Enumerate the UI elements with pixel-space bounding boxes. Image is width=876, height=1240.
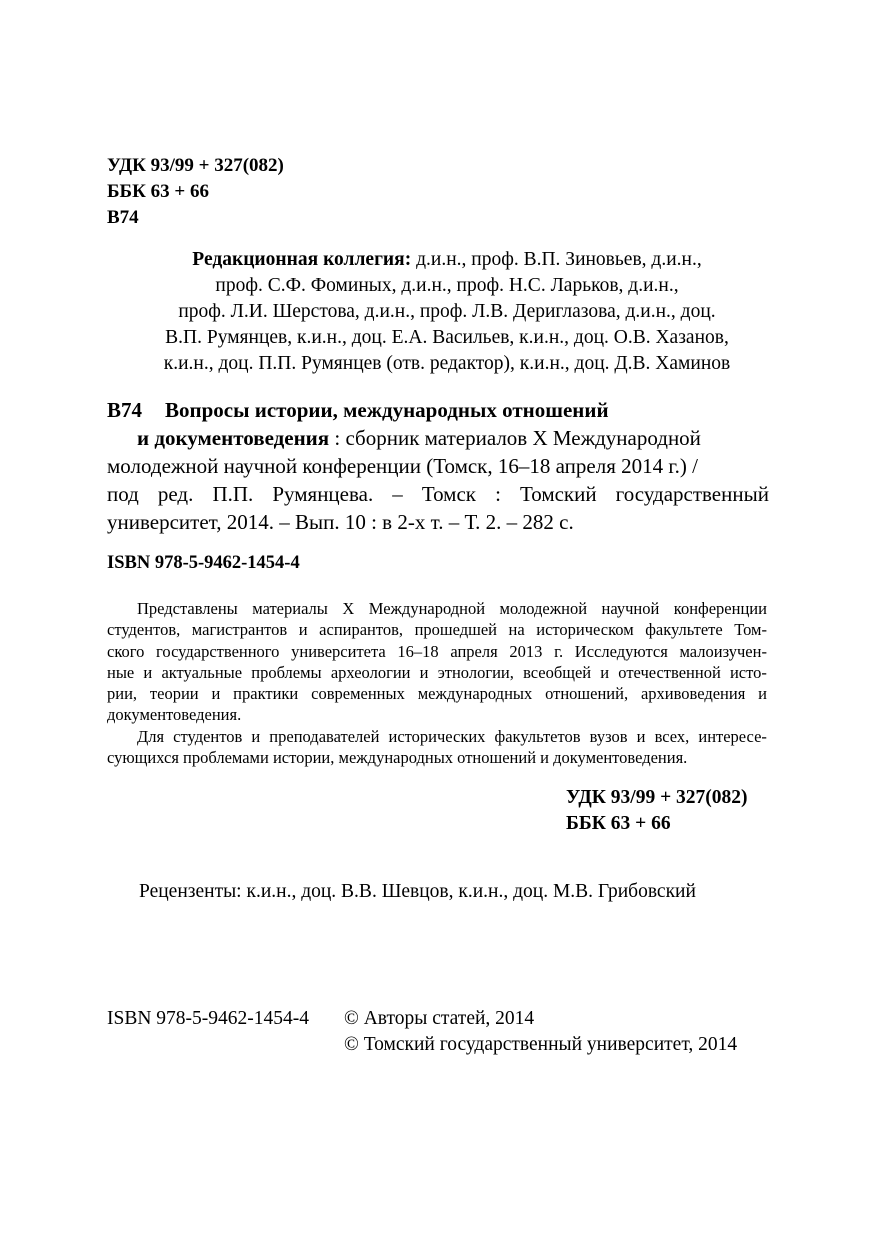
annotation-word: факультетов <box>494 726 581 746</box>
annotation-word: научной <box>601 599 660 618</box>
annotation-word: рии, <box>107 684 138 704</box>
annotation-word: ные <box>107 662 135 682</box>
annotation-word: 2013 <box>509 641 543 661</box>
annotation-word: проблемы <box>251 662 322 682</box>
annotation-word: на <box>508 620 525 640</box>
annotation-word: и <box>758 684 767 704</box>
word: Томский <box>519 482 597 506</box>
annotation-word: практики <box>233 684 299 704</box>
catalog-entry-publisher-line <box>107 480 769 508</box>
editorial-board-line: проф. Л.И. Шерстова, д.и.н., проф. Л.В. Дериглазова, д.и.н., доц. <box>178 301 716 322</box>
annotation-line: документоведения. <box>107 705 242 725</box>
annotation-word: международных <box>417 684 533 704</box>
classification-block <box>107 153 284 231</box>
annotation-word: и <box>419 662 429 682</box>
annotation-word: отношений, <box>545 684 629 704</box>
annotation-word: молодежной <box>499 599 588 618</box>
annotation-word: археологии <box>330 662 411 682</box>
annotation-word: Том- <box>734 620 767 640</box>
annotation-line: сующихся проблемами истории, международных отношений и документоведения. <box>107 748 688 768</box>
imprint-row <box>107 1032 737 1058</box>
udk-code-bottom: УДК 93/99 + 327(082) <box>566 787 748 808</box>
annotation-word: современных <box>311 684 405 704</box>
bbk-code-bottom: ББК 63 + 66 <box>566 813 671 834</box>
annotation <box>107 598 767 768</box>
annotation-word: теории <box>149 684 199 704</box>
annotation-word: и <box>636 726 646 746</box>
annotation-word: прошедшей <box>414 620 497 640</box>
editorial-board <box>107 247 787 377</box>
editorial-board-line: В.П. Румянцев, к.и.н., доц. Е.А. Васильев, к.и.н., доц. О.В. Хазанов, <box>165 327 729 348</box>
catalog-entry-subtitle: : сборник материалов X Международной <box>329 426 701 450</box>
annotation-line <box>107 619 767 640</box>
word: Томск <box>421 482 476 506</box>
annotation-word: материалы <box>252 599 328 618</box>
annotation-word: исто- <box>729 662 767 682</box>
annotation-word: историческом <box>536 620 634 640</box>
annotation-word: и <box>298 620 308 640</box>
annotation-word: студентов, <box>107 620 181 640</box>
annotation-word: факультете <box>645 620 723 640</box>
imprint-block <box>107 1006 737 1058</box>
annotation-word: X <box>342 599 355 618</box>
catalog-entry-imprint-line: университет, 2014. – Вып. 10 : в 2-х т. – Т. 2. – 282 с. <box>107 510 574 534</box>
annotation-word: исторических <box>388 726 486 746</box>
annotation-word: и <box>211 684 221 704</box>
annotation-word: и <box>600 662 610 682</box>
editorial-board-line: к.и.н., доц. П.П. Румянцев (отв. редактор), к.и.н., доц. Д.В. Хаминов <box>163 353 731 374</box>
annotation-word: всеобщей <box>523 662 592 682</box>
catalog-entry-code: В74 <box>107 398 143 422</box>
annotation-word: г. <box>554 641 564 661</box>
copyright-university: © Томский государственный университет, 2014 <box>344 1034 738 1055</box>
bbk-code: ББК 63 + 66 <box>107 181 209 202</box>
annotation-word: интересе- <box>698 726 767 746</box>
annotation-word: всех, <box>654 726 690 746</box>
annotation-word: и <box>251 726 261 746</box>
author-mark: В74 <box>107 207 139 228</box>
annotation-word: магистрантов <box>191 620 288 640</box>
imprint-row <box>107 1006 737 1032</box>
catalog-entry-conference-line: молодежной научной конференции (Томск, 16–18 апреля 2014 г.) / <box>107 454 698 478</box>
annotation-word: актуальные <box>161 662 243 682</box>
word: П.П. <box>212 482 254 506</box>
catalog-entry-title: Вопросы истории, международных отношений <box>165 398 609 422</box>
annotation-word: университета <box>291 641 386 661</box>
annotation-word: государственного <box>156 641 280 661</box>
annotation-word: 16–18 <box>397 641 439 661</box>
copyright-authors: © Авторы статей, 2014 <box>344 1008 535 1029</box>
catalog-entry <box>107 396 769 536</box>
annotation-word: и <box>143 662 153 682</box>
word: государственный <box>615 482 769 506</box>
editorial-board-line <box>107 247 787 273</box>
annotation-line <box>107 598 767 619</box>
annotation-word: аспирантов, <box>319 620 404 640</box>
annotation-word: апреля <box>450 641 498 661</box>
annotation-word: вузов <box>589 726 628 746</box>
annotation-word: отечественной <box>618 662 721 682</box>
annotation-line <box>107 662 767 683</box>
editorial-board-text: д.и.н., проф. В.П. Зиновьев, д.и.н., <box>411 249 702 270</box>
annotation-line <box>107 641 767 662</box>
annotation-word: Исследуются <box>574 641 668 661</box>
word: Румянцева. <box>272 482 374 506</box>
catalog-entry-title-end: и документоведения <box>137 426 330 450</box>
word: ред. <box>157 482 194 506</box>
annotation-line <box>107 683 767 704</box>
word: – <box>392 482 403 506</box>
annotation-word: конференции <box>673 599 767 618</box>
classification-bottom <box>566 785 748 837</box>
imprint-isbn: ISBN 978-5-9462-1454-4 <box>107 1008 310 1029</box>
udk-code: УДК 93/99 + 327(082) <box>107 155 284 176</box>
annotation-word: преподавателей <box>269 726 380 746</box>
catalog-entry-title-line <box>107 396 769 424</box>
annotation-line <box>107 726 767 747</box>
word: под <box>107 482 139 506</box>
annotation-word: Для <box>137 726 165 746</box>
annotation-word: студентов <box>173 726 243 746</box>
annotation-word: малоизучен- <box>679 641 767 661</box>
isbn-main: ISBN 978-5-9462-1454-4 <box>107 553 300 573</box>
annotation-word: ского <box>107 641 145 661</box>
annotation-word: Представлены <box>137 599 238 618</box>
imprint-spacer <box>107 1032 344 1058</box>
reviewers: Рецензенты: к.и.н., доц. В.В. Шевцов, к.и.н., доц. М.В. Грибовский <box>139 881 696 902</box>
annotation-word: архивоведения <box>640 684 746 704</box>
annotation-word: Международной <box>368 599 486 618</box>
editorial-board-line: проф. С.Ф. Фоминых, д.и.н., проф. Н.С. Ларьков, д.и.н., <box>215 275 679 296</box>
editorial-board-heading: Редакционная коллегия: <box>192 249 412 270</box>
annotation-word: этнологии, <box>437 662 514 682</box>
word: : <box>495 482 501 506</box>
catalog-entry-subtitle-line <box>107 424 769 452</box>
